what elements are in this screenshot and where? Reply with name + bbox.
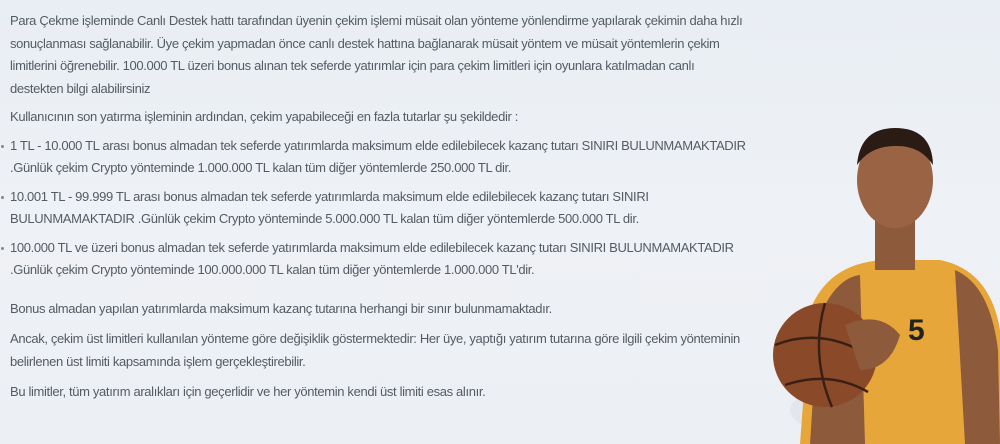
intro-paragraph: Para Çekme işleminde Canlı Destek hattı tarafından üyenin çekim işlemi müsait olan yönteme yönlendirme yapılarak çekimin daha hızlı sonuçlanması sağlanabilir. Üye çekim yapmadan önce canlı destek hattına bağlanarak müsait yöntem ve müsait yöntemlerin çekim limitlerini öğrenebilir. 100.000 TL üzeri bonus alınan tek seferde yatırımlar için para çekim limitleri için oyunlara katılmadan canlı destekten bilgi alabilirsiniz — [10, 13, 743, 96]
limits-lead: Kullanıcının son yatırma işleminin ardından, çekim yapabileceği en fazla tutarlar şu şekildedir : — [10, 109, 518, 124]
no-bonus-paragraph: Bonus almadan yapılan yatırımlarda maksimum kazanç tutarına herhangi bir sınır bulunmamaktadır. — [10, 300, 552, 316]
basketball-player-image — [740, 110, 1000, 444]
however-paragraph: Ancak, çekim üst limitleri kullanılan yönteme göre değişiklik göstermektedir: Her üye, yaptığı yatırım tutarına göre ilgili çekim yönteminin belirlenen üst limiti kapsamında işlem gerçekleştirebilir. — [10, 331, 740, 369]
withdrawal-info — [10, 10, 750, 404]
closing-paragraph: Bu limitler, tüm yatırım aralıkları için geçerlidir ve her yöntemin kendi üst limiti esas alınır. — [10, 384, 486, 399]
tier-item: 1 TL - 10.000 TL arası bonus almadan tek seferde yatırımlarda maksimum elde edilebilecek kazanç tutarı SINIRI BULUNMAMAKTADIR .Günlük çekim Crypto yönteminde 1.000.000 TL kalan tüm diğer yöntemlerde 250.000 TL dir. — [10, 135, 750, 180]
jersey-number: 5 — [908, 314, 925, 347]
tier-item: 100.000 TL ve üzeri bonus almadan tek seferde yatırımlarda maksimum elde edilebilecek kazanç tutarı SINIRI BULUNMAMAKTADIR .Günlük çekim Crypto yönteminde 100.000.000 TL kalan tüm diğer yöntemlerde 1.000.000 TL'dir. — [10, 237, 750, 282]
tier-item: 10.001 TL - 99.999 TL arası bonus almadan tek seferde yatırımlarda maksimum elde edilebilecek kazanç tutarı SINIRI BULUNMAMAKTADIR .Günlük çekim Crypto yönteminde 5.000.000 TL kalan tüm diğer yöntemlerde 500.000 TL dir. — [10, 186, 750, 231]
